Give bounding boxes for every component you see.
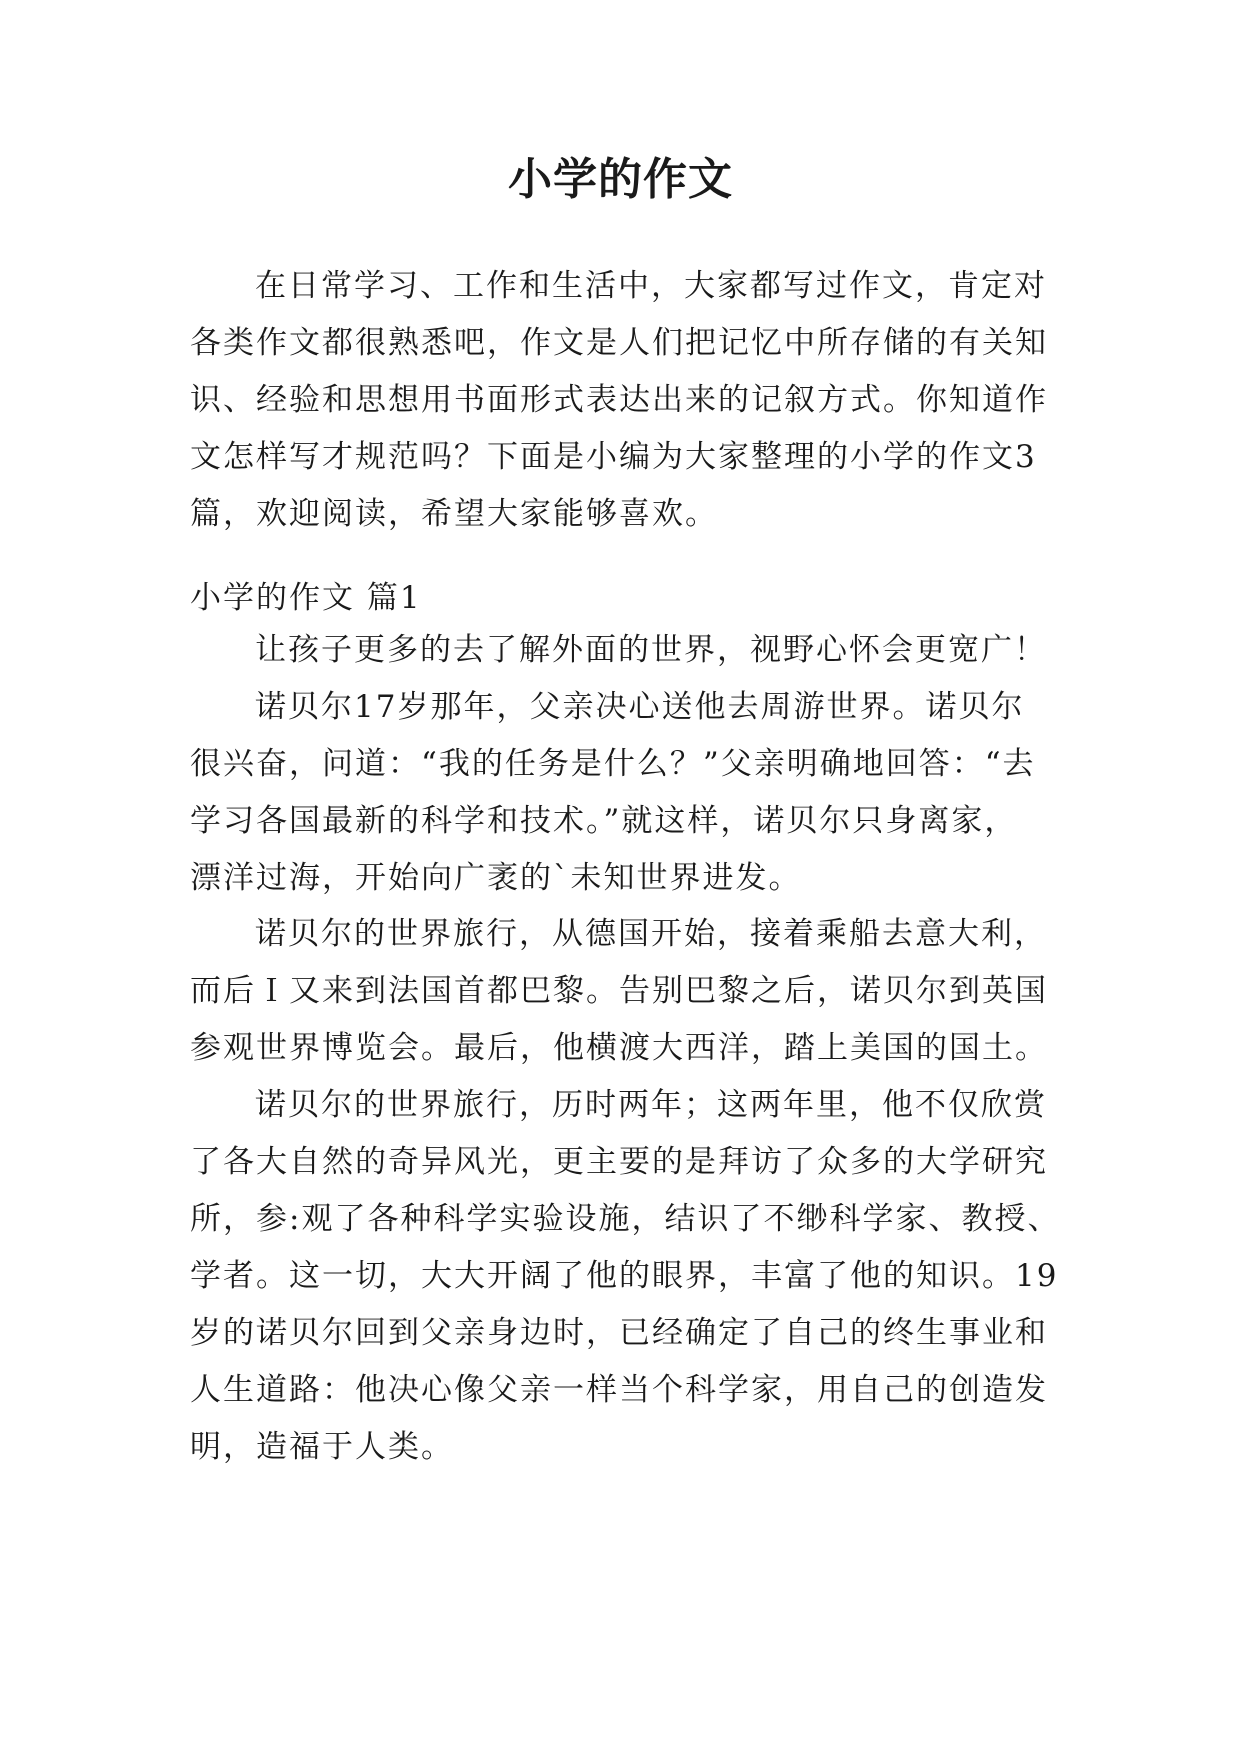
body-line: 明，造福于人类。 (190, 1429, 454, 1465)
body-line: 参观世界博览会。最后，他横渡大西洋，踏上美国的国土。 (190, 1030, 1048, 1066)
section-heading: 小学的作文 篇1 (190, 580, 422, 616)
body-line: 岁的诺贝尔回到父亲身边时，已经确定了自己的终生事业和 (190, 1315, 1048, 1351)
document-title: 小学的作文 (508, 154, 733, 205)
body-line: 所，参:观了各种科学实验设施，结识了不缈科学家、教授、 (190, 1201, 1061, 1237)
body-line: 学习各国最新的科学和技术。”就这样，诺贝尔只身离家， (190, 803, 1018, 839)
intro-line: 篇，欢迎阅读，希望大家能够喜欢。 (190, 496, 718, 532)
body-line: 漂洋过海，开始向广袤的`未知世界进发。 (190, 860, 802, 896)
body-line: 了各大自然的奇异风光，更主要的是拜访了众多的大学研究 (190, 1144, 1048, 1180)
body-line: 而后Ｉ又来到法国首都巴黎。告别巴黎之后，诺贝尔到英国 (190, 973, 1048, 1009)
intro-line: 各类作文都很熟悉吧，作文是人们把记忆中所存储的有关知 (190, 325, 1048, 361)
body-line: 诺贝尔的世界旅行，从德国开始，接着乘船去意大利， (255, 916, 1047, 952)
body-line: 诺贝尔17岁那年，父亲决心送他去周游世界。诺贝尔 (255, 689, 1025, 725)
intro-line: 文怎样写才规范吗？下面是小编为大家整理的小学的作文3 (190, 439, 1037, 475)
body-line: 很兴奋，问道：“我的任务是什么？”父亲明确地回答：“去 (190, 746, 1036, 782)
intro-line: 在日常学习、工作和生活中，大家都写过作文，肯定对 (255, 268, 1047, 304)
body-line: 人生道路：他决心像父亲一样当个科学家，用自己的创造发 (190, 1372, 1048, 1408)
body-line: 诺贝尔的世界旅行，历时两年；这两年里，他不仅欣赏 (255, 1087, 1047, 1123)
body-line: 让孩子更多的去了解外面的世界，视野心怀会更宽广！ (255, 632, 1047, 668)
body-line: 学者。这一切，大大开阔了他的眼界，丰富了他的知识。19 (190, 1258, 1059, 1294)
intro-line: 识、经验和思想用书面形式表达出来的记叙方式。你知道作 (190, 382, 1048, 418)
